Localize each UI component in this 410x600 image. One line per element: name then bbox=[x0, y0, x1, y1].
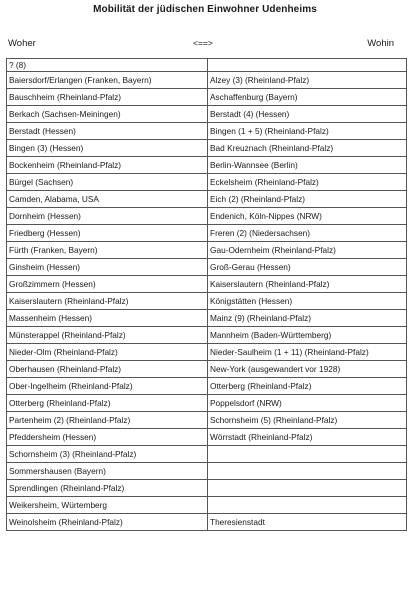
column-header bbox=[0, 38, 410, 52]
header-from: Woher bbox=[8, 38, 36, 49]
table-row bbox=[7, 378, 407, 395]
destination-cell: Nieder-Saulheim (1 + 11) (Rheinland-Pfalz) bbox=[208, 344, 407, 361]
table-row bbox=[7, 89, 407, 106]
origin-cell: Otterberg (Rheinland-Pfalz) bbox=[7, 395, 208, 412]
destination-cell: Berstadt (4) (Hessen) bbox=[208, 106, 407, 123]
table-row bbox=[7, 497, 407, 514]
destination-cell: Poppelsdorf (NRW) bbox=[208, 395, 407, 412]
destination-cell: Wörrstadt (Rheinland-Pfalz) bbox=[208, 429, 407, 446]
table-row bbox=[7, 310, 407, 327]
table-row bbox=[7, 242, 407, 259]
table-row bbox=[7, 276, 407, 293]
table-row bbox=[7, 361, 407, 378]
origin-cell: Pfeddersheim (Hessen) bbox=[7, 429, 208, 446]
origin-cell: Sprendlingen (Rheinland-Pfalz) bbox=[7, 480, 208, 497]
destination-cell bbox=[208, 446, 407, 463]
destination-cell: Schornsheim (5) (Rheinland-Pfalz) bbox=[208, 412, 407, 429]
destination-cell: Eich (2) (Rheinland-Pfalz) bbox=[208, 191, 407, 208]
origin-cell: Fürth (Franken, Bayern) bbox=[7, 242, 208, 259]
table-row bbox=[7, 225, 407, 242]
table-row bbox=[7, 59, 407, 72]
origin-cell: Partenheim (2) (Rheinland-Pfalz) bbox=[7, 412, 208, 429]
destination-cell: Bad Kreuznach (Rheinland-Pfalz) bbox=[208, 140, 407, 157]
destination-cell bbox=[208, 480, 407, 497]
destination-cell: Mannheim (Baden-Württemberg) bbox=[208, 327, 407, 344]
origin-cell: Bingen (3) (Hessen) bbox=[7, 140, 208, 157]
mobility-table-body bbox=[7, 59, 407, 531]
origin-cell: Dornheim (Hessen) bbox=[7, 208, 208, 225]
table-row bbox=[7, 140, 407, 157]
destination-cell: Gau-Odernheim (Rheinland-Pfalz) bbox=[208, 242, 407, 259]
origin-cell: Baiersdorf/Erlangen (Franken, Bayern) bbox=[7, 72, 208, 89]
destination-cell: Freren (2) (Niedersachsen) bbox=[208, 225, 407, 242]
table-row bbox=[7, 327, 407, 344]
destination-cell: Berlin-Wannsee (Berlin) bbox=[208, 157, 407, 174]
origin-cell: Kaiserslautern (Rheinland-Pfalz) bbox=[7, 293, 208, 310]
table-row bbox=[7, 463, 407, 480]
document-title: Mobilität der jüdischen Einwohner Udenheims bbox=[93, 4, 317, 15]
destination-cell bbox=[208, 497, 407, 514]
header-arrow: <==> bbox=[193, 38, 213, 48]
origin-cell: Bockenheim (Rheinland-Pfalz) bbox=[7, 157, 208, 174]
table-row bbox=[7, 412, 407, 429]
origin-cell: Berstadt (Hessen) bbox=[7, 123, 208, 140]
origin-cell: ? (8) bbox=[7, 59, 208, 72]
destination-cell: Aschaffenburg (Bayern) bbox=[208, 89, 407, 106]
destination-cell: Endenich, Köln-Nippes (NRW) bbox=[208, 208, 407, 225]
table-row bbox=[7, 429, 407, 446]
origin-cell: Massenheim (Hessen) bbox=[7, 310, 208, 327]
table-row bbox=[7, 208, 407, 225]
destination-cell: Eckelsheim (Rheinland-Pfalz) bbox=[208, 174, 407, 191]
table-row bbox=[7, 259, 407, 276]
destination-cell: Alzey (3) (Rheinland-Pfalz) bbox=[208, 72, 407, 89]
table-row bbox=[7, 395, 407, 412]
origin-cell: Bauschheim (Rheinland-Pfalz) bbox=[7, 89, 208, 106]
destination-cell: Theresienstadt bbox=[208, 514, 407, 531]
destination-cell: Kaiserslautern (Rheinland-Pfalz) bbox=[208, 276, 407, 293]
destination-cell bbox=[208, 463, 407, 480]
destination-cell: Groß-Gerau (Hessen) bbox=[208, 259, 407, 276]
table-row bbox=[7, 106, 407, 123]
header-to: Wohin bbox=[367, 38, 394, 49]
origin-cell: Münsterappel (Rheinland-Pfalz) bbox=[7, 327, 208, 344]
destination-cell: Bingen (1 + 5) (Rheinland-Pfalz) bbox=[208, 123, 407, 140]
origin-cell: Ober-Ingelheim (Rheinland-Pfalz) bbox=[7, 378, 208, 395]
origin-cell: Nieder-Olm (Rheinland-Pfalz) bbox=[7, 344, 208, 361]
origin-cell: Weikersheim, Würtemberg bbox=[7, 497, 208, 514]
table-row bbox=[7, 446, 407, 463]
destination-cell: Königstätten (Hessen) bbox=[208, 293, 407, 310]
destination-cell: Mainz (9) (Rheinland-Pfalz) bbox=[208, 310, 407, 327]
origin-cell: Weinolsheim (Rheinland-Pfalz) bbox=[7, 514, 208, 531]
table-row bbox=[7, 480, 407, 497]
origin-cell: Berkach (Sachsen-Meiningen) bbox=[7, 106, 208, 123]
origin-cell: Ginsheim (Hessen) bbox=[7, 259, 208, 276]
table-row bbox=[7, 123, 407, 140]
origin-cell: Bürgel (Sachsen) bbox=[7, 174, 208, 191]
origin-cell: Friedberg (Hessen) bbox=[7, 225, 208, 242]
origin-cell: Sommershausen (Bayern) bbox=[7, 463, 208, 480]
table-row bbox=[7, 514, 407, 531]
destination-cell: Otterberg (Rheinland-Pfalz) bbox=[208, 378, 407, 395]
table-row bbox=[7, 191, 407, 208]
origin-cell: Schornsheim (3) (Rheinland-Pfalz) bbox=[7, 446, 208, 463]
destination-cell: New-York (ausgewandert vor 1928) bbox=[208, 361, 407, 378]
origin-cell: Camden, Alabama, USA bbox=[7, 191, 208, 208]
destination-cell bbox=[208, 59, 407, 72]
table-row bbox=[7, 174, 407, 191]
mobility-table bbox=[6, 58, 407, 531]
table-row bbox=[7, 72, 407, 89]
table-row bbox=[7, 157, 407, 174]
origin-cell: Oberhausen (Rheinland-Pfalz) bbox=[7, 361, 208, 378]
origin-cell: Großzimmern (Hessen) bbox=[7, 276, 208, 293]
table-row bbox=[7, 293, 407, 310]
table-row bbox=[7, 344, 407, 361]
